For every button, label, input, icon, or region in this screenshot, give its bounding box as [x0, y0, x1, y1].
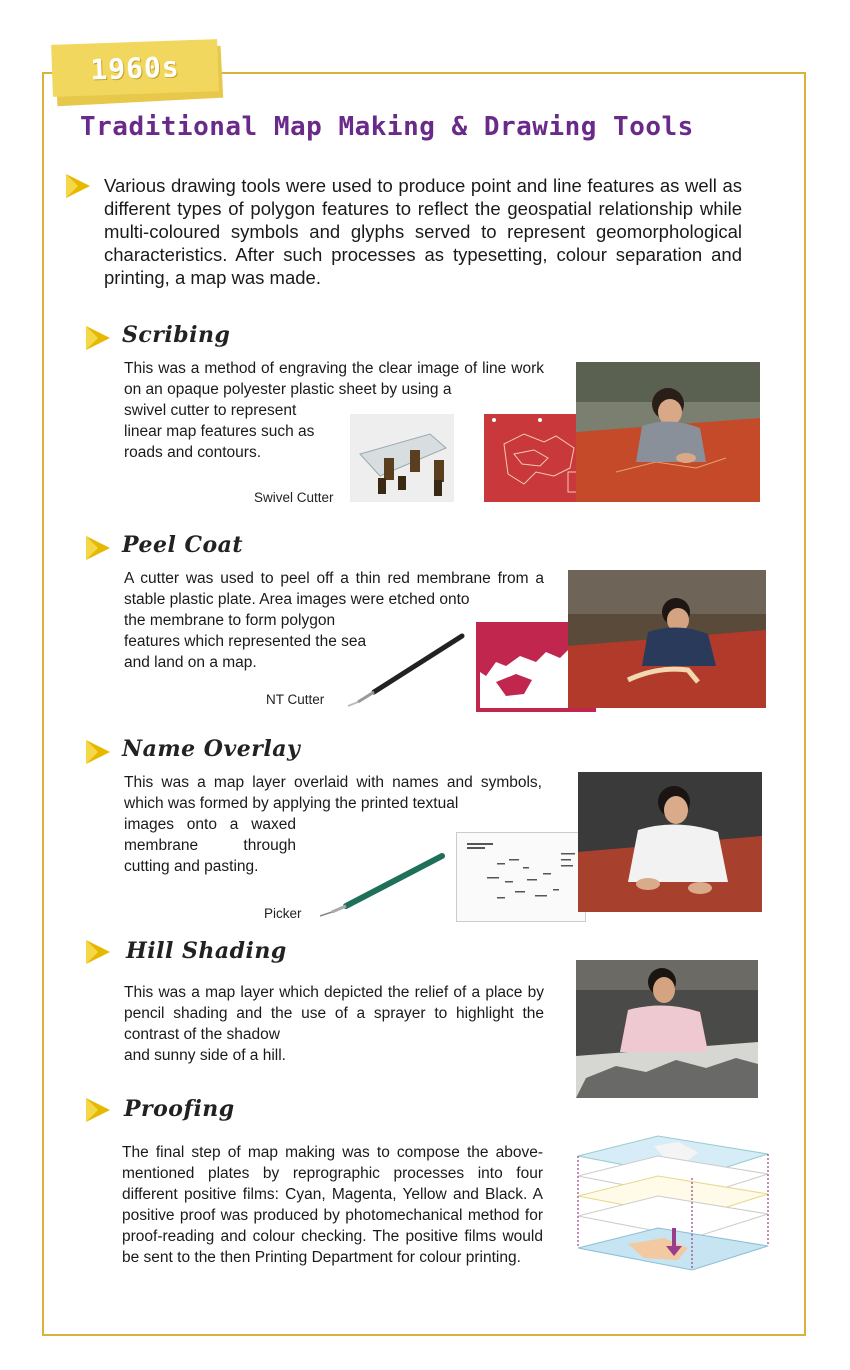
- swivel-cutter-caption: Swivel Cutter: [254, 490, 334, 505]
- era-label: 1960s: [89, 49, 181, 87]
- swivel-cutter-photo: [350, 414, 454, 502]
- hillshading-worker-photo: [576, 960, 758, 1098]
- peelcoat-text-2: the membrane to form polygon features which represented the sea and land on a map.: [124, 612, 367, 671]
- page-title: Traditional Map Making & Drawing Tools: [80, 112, 694, 142]
- scribing-arrow-icon: [86, 326, 110, 350]
- section-title-name-overlay: Name Overlay: [122, 736, 301, 762]
- nameoverlay-worker-photo: [578, 772, 762, 912]
- section-title-scribing: Scribing: [122, 322, 231, 348]
- nameoverlay-arrow-icon: [86, 740, 110, 764]
- name-overlay-map-photo: [456, 832, 586, 922]
- section-title-peel-coat: Peel Coat: [122, 532, 244, 558]
- intro-arrow-icon: [66, 174, 90, 198]
- intro-paragraph: Various drawing tools were used to produce point and line features as well as different types of polygon features to reflect the geospatial relationship while multi-coloured symbols and glyphs served to represent geomorphological characteristics. After such processes as typesetting, colour separation and printing, a map was made.: [104, 175, 742, 288]
- hillshading-text-2: and sunny side of a hill.: [124, 1047, 286, 1064]
- nt-cutter-caption: NT Cutter: [266, 692, 325, 707]
- nt-cutter-photo: [344, 632, 468, 708]
- scribing-text-2: swivel cutter to represent linear map features such as roads and contours.: [124, 402, 315, 461]
- peelcoat-arrow-icon: [86, 536, 110, 560]
- hillshading-text-1: This was a map layer which depicted the relief of a place by pencil shading and the use of a sprayer to highlight the contrast of the shadow: [124, 984, 544, 1043]
- proofing-layers-diagram: [568, 1132, 778, 1298]
- scribing-worker-photo: [576, 362, 760, 502]
- nameoverlay-text-1: This was a map layer overlaid with names and symbols, which was formed by applying the printed textual: [124, 774, 542, 812]
- picker-photo: [316, 850, 448, 920]
- section-title-proofing: Proofing: [124, 1096, 235, 1122]
- hillshading-arrow-icon: [86, 940, 110, 964]
- section-title-hill-shading: Hill Shading: [126, 938, 287, 964]
- era-tab: [52, 42, 224, 100]
- proofing-text: The final step of map making was to compose the above-mentioned plates by reprographic processes into four different positive films: Cyan, Magenta, Yellow and Black. A positive proof was produced by photomechanical method for proof-reading and colour checking. The positive films would be sent to the then Printing Department for colour printing.: [122, 1144, 543, 1266]
- peelcoat-worker-photo: [568, 570, 766, 708]
- picker-caption: Picker: [264, 906, 302, 921]
- scribing-text-1: This was a method of engraving the clear image of line work on an opaque polyester plastic sheet by using a: [124, 360, 544, 398]
- nameoverlay-text-2: images onto a waxed membrane through cutting and pasting.: [124, 816, 296, 875]
- peelcoat-text-1: A cutter was used to peel off a thin red membrane from a stable plastic plate. Area images were etched onto: [124, 570, 544, 608]
- proofing-arrow-icon: [86, 1098, 110, 1122]
